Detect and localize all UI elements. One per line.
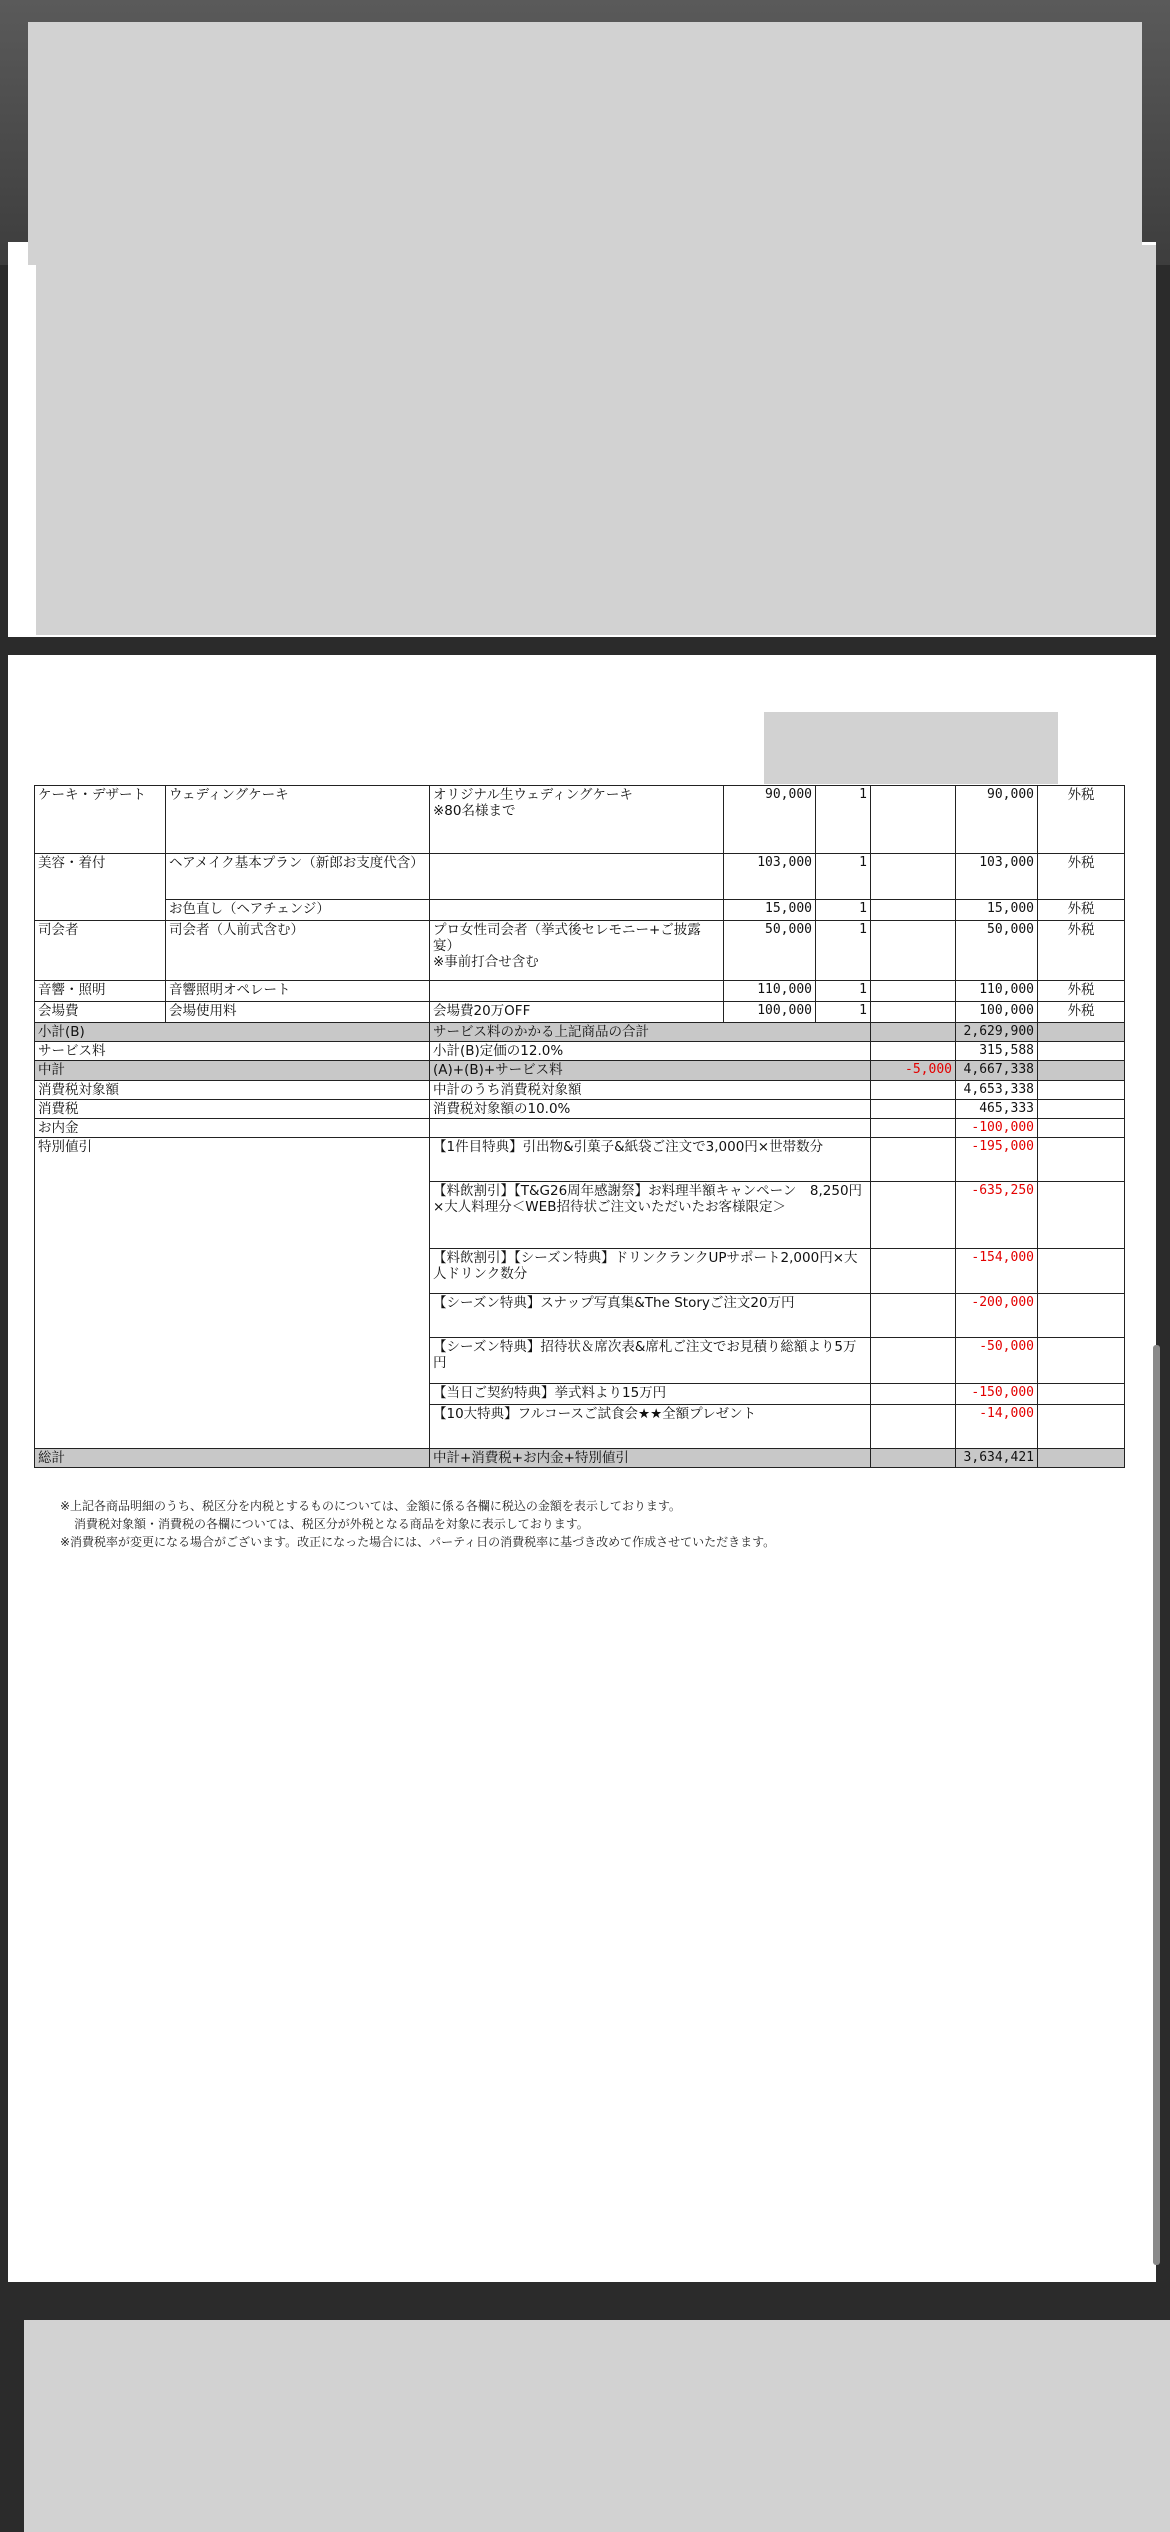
summary-description: (A)+(B)+サービス料 bbox=[430, 1061, 871, 1080]
amount-cell: 110,000 bbox=[956, 981, 1038, 1002]
footnotes bbox=[60, 1497, 1120, 1551]
tax-type-cell: 外税 bbox=[1038, 1002, 1125, 1023]
discount-cell: -5,000 bbox=[871, 1061, 956, 1080]
tax-type-cell bbox=[1038, 1405, 1125, 1449]
amount-cell: 4,653,338 bbox=[956, 1080, 1038, 1099]
amount-cell: 100,000 bbox=[956, 1002, 1038, 1023]
discount-cell bbox=[871, 854, 956, 900]
discount-cell bbox=[871, 786, 956, 854]
quantity-cell: 1 bbox=[816, 786, 871, 854]
description-cell bbox=[430, 981, 724, 1002]
category-cell: ケーキ・デザート bbox=[35, 786, 166, 854]
quantity-cell: 1 bbox=[816, 1002, 871, 1023]
discount-cell bbox=[871, 1099, 956, 1118]
scrollbar-thumb[interactable] bbox=[1153, 1345, 1160, 2265]
quantity-cell: 1 bbox=[816, 981, 871, 1002]
summary-description: 【1件目特典】引出物&引菓子&紙袋ご注文で3,000円×世帯数分 bbox=[430, 1138, 871, 1182]
quantity-cell: 1 bbox=[816, 900, 871, 921]
tax-type-cell bbox=[1038, 1294, 1125, 1338]
item-cell: 司会者（人前式含む） bbox=[166, 921, 430, 981]
discount-cell bbox=[871, 1118, 956, 1137]
amount-cell: -50,000 bbox=[956, 1338, 1038, 1384]
discount-cell bbox=[871, 1294, 956, 1338]
discount-cell bbox=[871, 981, 956, 1002]
quantity-cell: 1 bbox=[816, 921, 871, 981]
amount-cell: -100,000 bbox=[956, 1118, 1038, 1137]
unit-price-cell: 90,000 bbox=[724, 786, 816, 854]
discount-cell bbox=[871, 1023, 956, 1042]
unit-price-cell: 100,000 bbox=[724, 1002, 816, 1023]
discount-cell bbox=[871, 1405, 956, 1449]
description-cell: プロ女性司会者（挙式後セレモニー+ご披露宴） ※事前打合せ含む bbox=[430, 921, 724, 981]
quantity-cell: 1 bbox=[816, 854, 871, 900]
amount-cell: 103,000 bbox=[956, 854, 1038, 900]
tax-type-cell bbox=[1038, 1118, 1125, 1137]
summary-label: 消費税対象額 bbox=[35, 1080, 430, 1099]
tax-type-cell bbox=[1038, 1023, 1125, 1042]
summary-label: 消費税 bbox=[35, 1099, 430, 1118]
category-cell: 美容・着付 bbox=[35, 854, 166, 921]
summary-row-tax bbox=[35, 1099, 1125, 1118]
amount-cell: -150,000 bbox=[956, 1384, 1038, 1405]
amount-cell: -200,000 bbox=[956, 1294, 1038, 1338]
tax-type-cell: 外税 bbox=[1038, 854, 1125, 900]
summary-description bbox=[430, 1118, 871, 1137]
footnote-line: ※消費税率が変更になる場合がございます。改正になった場合には、パーティ日の消費税率に基づき改めて作成させていただきます。 bbox=[60, 1535, 776, 1549]
discount-cell bbox=[871, 921, 956, 981]
summary-row-deposit bbox=[35, 1118, 1125, 1137]
redacted-area bbox=[764, 712, 1058, 784]
table-row bbox=[35, 854, 1125, 900]
discount-cell bbox=[871, 1002, 956, 1023]
description-cell bbox=[430, 900, 724, 921]
discount-cell bbox=[871, 1138, 956, 1182]
summary-row-subtotal bbox=[35, 1023, 1125, 1042]
table-row bbox=[35, 921, 1125, 981]
amount-cell: 50,000 bbox=[956, 921, 1038, 981]
amount-cell: 465,333 bbox=[956, 1099, 1038, 1118]
special-discount-row bbox=[35, 1138, 1125, 1182]
summary-description: 中計+消費税+お内金+特別値引 bbox=[430, 1449, 871, 1468]
summary-description: 【当日ご契約特典】挙式料より15万円 bbox=[430, 1384, 871, 1405]
summary-description: 小計(B)定価の12.0% bbox=[430, 1042, 871, 1061]
summary-label: 中計 bbox=[35, 1061, 430, 1080]
summary-description: 【シーズン特典】招待状＆席次表&席札ご注文でお見積り総額より5万円 bbox=[430, 1338, 871, 1384]
summary-row-midtotal bbox=[35, 1061, 1125, 1080]
unit-price-cell: 15,000 bbox=[724, 900, 816, 921]
grand-total-row bbox=[35, 1449, 1125, 1468]
tax-type-cell: 外税 bbox=[1038, 981, 1125, 1002]
tax-type-cell bbox=[1038, 1080, 1125, 1099]
item-cell: ヘアメイク基本プラン（新郎お支度代含） bbox=[166, 854, 430, 900]
table-row bbox=[35, 981, 1125, 1002]
estimate-detail-table bbox=[34, 785, 1125, 1468]
amount-cell: 90,000 bbox=[956, 786, 1038, 854]
summary-label: 小計(B) bbox=[35, 1023, 430, 1042]
summary-description: サービス料のかかる上記商品の合計 bbox=[430, 1023, 871, 1042]
tax-type-cell: 外税 bbox=[1038, 786, 1125, 854]
tax-type-cell bbox=[1038, 1061, 1125, 1080]
description-cell: オリジナル生ウェディングケーキ ※80名様まで bbox=[430, 786, 724, 854]
tax-type-cell bbox=[1038, 1338, 1125, 1384]
table-row bbox=[35, 1002, 1125, 1023]
unit-price-cell: 110,000 bbox=[724, 981, 816, 1002]
discount-cell bbox=[871, 1080, 956, 1099]
summary-description: 【料飲割引】【シーズン特典】ドリンクランクUPサポート2,000円×大人ドリンク数分 bbox=[430, 1249, 871, 1294]
item-cell: ウェディングケーキ bbox=[166, 786, 430, 854]
summary-label: 特別値引 bbox=[35, 1138, 430, 1449]
table-row bbox=[35, 786, 1125, 854]
category-cell: 会場費 bbox=[35, 1002, 166, 1023]
amount-cell: -154,000 bbox=[956, 1249, 1038, 1294]
amount-cell: 15,000 bbox=[956, 900, 1038, 921]
discount-cell bbox=[871, 1338, 956, 1384]
tax-type-cell bbox=[1038, 1042, 1125, 1061]
category-cell: 音響・照明 bbox=[35, 981, 166, 1002]
item-cell: お色直し（ヘアチェンジ） bbox=[166, 900, 430, 921]
summary-label: 総計 bbox=[35, 1449, 430, 1468]
amount-cell: 3,634,421 bbox=[956, 1449, 1038, 1468]
discount-cell bbox=[871, 900, 956, 921]
footnote-line: ※上記各商品明細のうち、税区分を内税とするものについては、金額に係る各欄に税込の金額を表示しております。 bbox=[60, 1499, 681, 1513]
item-cell: 音響照明オペレート bbox=[166, 981, 430, 1002]
amount-cell: 4,667,338 bbox=[956, 1061, 1038, 1080]
table-row bbox=[35, 900, 1125, 921]
description-cell bbox=[430, 854, 724, 900]
item-cell: 会場使用料 bbox=[166, 1002, 430, 1023]
unit-price-cell: 103,000 bbox=[724, 854, 816, 900]
discount-cell bbox=[871, 1042, 956, 1061]
summary-label: お内金 bbox=[35, 1118, 430, 1137]
discount-cell bbox=[871, 1449, 956, 1468]
amount-cell: -195,000 bbox=[956, 1138, 1038, 1182]
summary-description: 【10大特典】フルコースご試食会★★全額プレゼント bbox=[430, 1405, 871, 1449]
redacted-area bbox=[36, 245, 1156, 635]
tax-type-cell bbox=[1038, 1182, 1125, 1249]
summary-description: 中計のうち消費税対象額 bbox=[430, 1080, 871, 1099]
amount-cell: -14,000 bbox=[956, 1405, 1038, 1449]
amount-cell: 2,629,900 bbox=[956, 1023, 1038, 1042]
document-page-estimate bbox=[8, 655, 1160, 2282]
tax-type-cell bbox=[1038, 1449, 1125, 1468]
footnote-line: 消費税対象額・消費税の各欄については、税区分が外税となる商品を対象に表示しております。 bbox=[74, 1517, 589, 1531]
category-cell: 司会者 bbox=[35, 921, 166, 981]
amount-cell: 315,588 bbox=[956, 1042, 1038, 1061]
discount-cell bbox=[871, 1249, 956, 1294]
tax-type-cell: 外税 bbox=[1038, 921, 1125, 981]
summary-description: 【料飲割引】【T&G26周年感謝祭】お料理半額キャンペーン 8,250円×大人料理分＜WEB招待状ご注文いただいたお客様限定＞ bbox=[430, 1182, 871, 1249]
summary-description: 消費税対象額の10.0% bbox=[430, 1099, 871, 1118]
tax-type-cell bbox=[1038, 1249, 1125, 1294]
description-cell: 会場費20万OFF bbox=[430, 1002, 724, 1023]
tax-type-cell bbox=[1038, 1138, 1125, 1182]
amount-cell: -635,250 bbox=[956, 1182, 1038, 1249]
summary-row-taxable bbox=[35, 1080, 1125, 1099]
redacted-area bbox=[28, 22, 1142, 265]
summary-description: 【シーズン特典】スナップ写真集&The Storyご注文20万円 bbox=[430, 1294, 871, 1338]
summary-row-service bbox=[35, 1042, 1125, 1061]
unit-price-cell: 50,000 bbox=[724, 921, 816, 981]
tax-type-cell: 外税 bbox=[1038, 900, 1125, 921]
document-page-next bbox=[24, 2320, 1170, 2532]
tax-type-cell bbox=[1038, 1099, 1125, 1118]
discount-cell bbox=[871, 1182, 956, 1249]
summary-label: サービス料 bbox=[35, 1042, 430, 1061]
tax-type-cell bbox=[1038, 1384, 1125, 1405]
discount-cell bbox=[871, 1384, 956, 1405]
